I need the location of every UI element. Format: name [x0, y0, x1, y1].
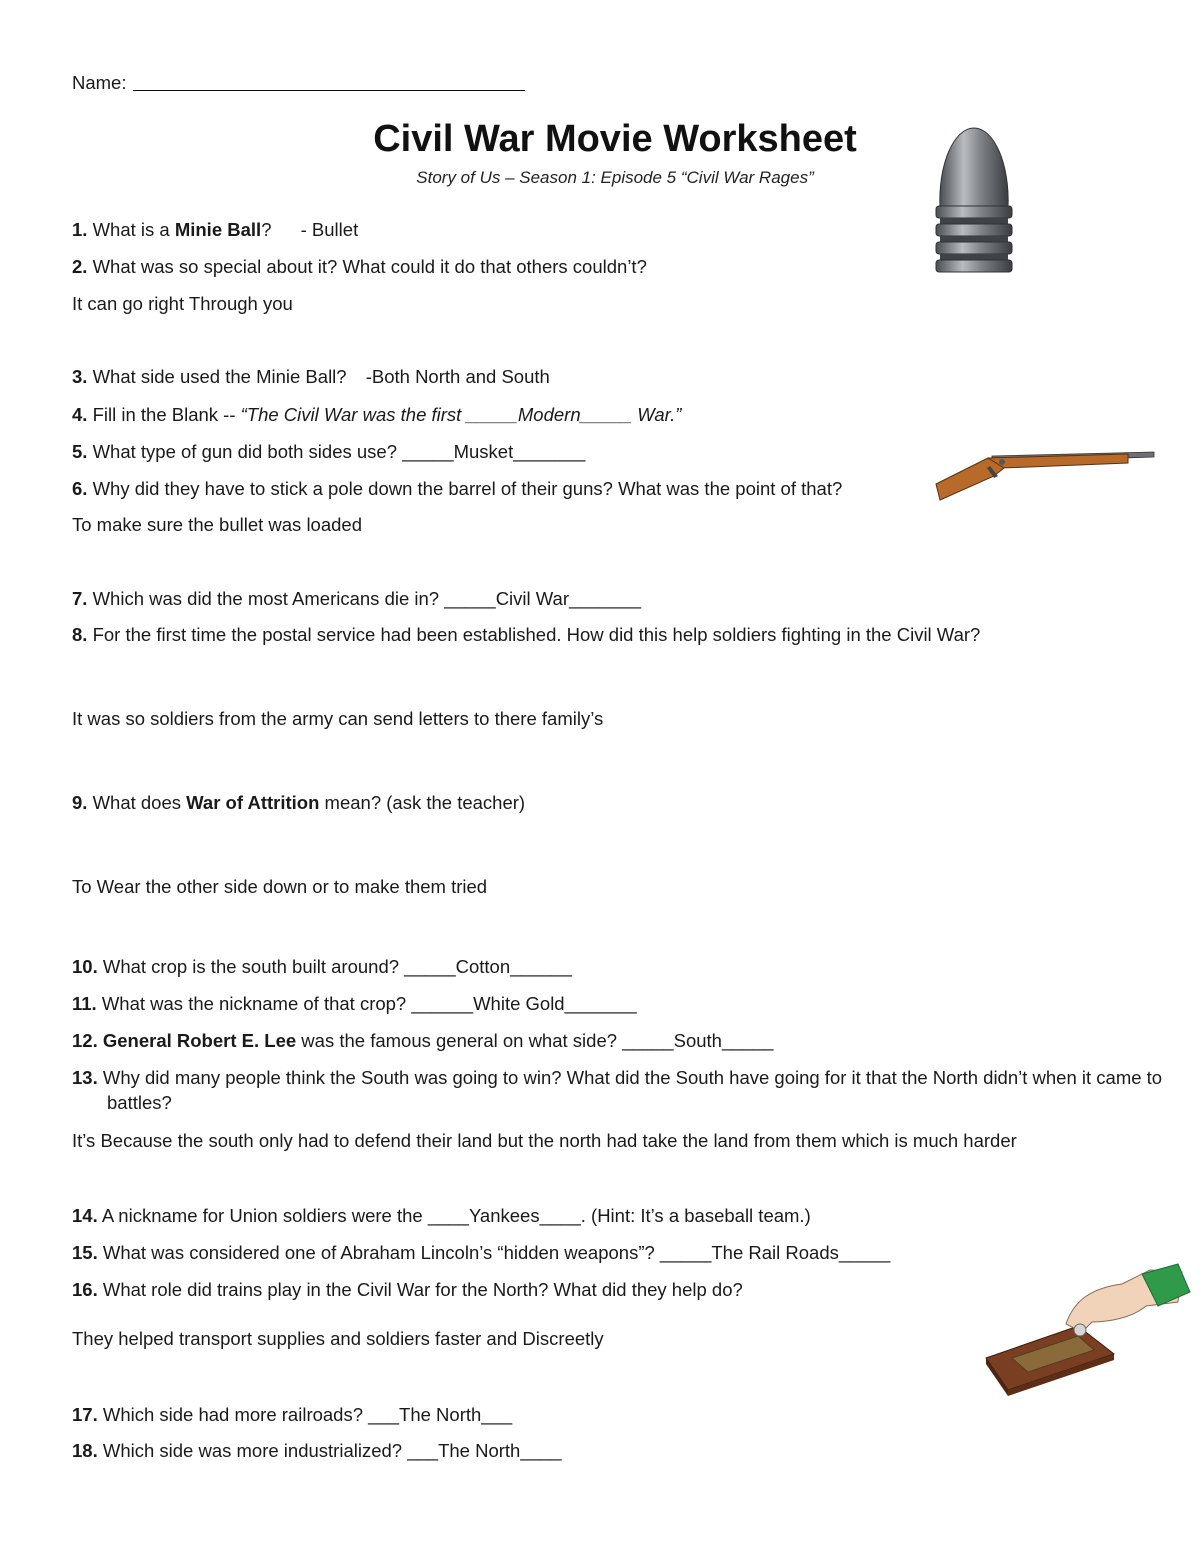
question-3: 3. What side used the Minie Ball? -Both North and South	[72, 366, 550, 387]
name-field[interactable]	[72, 72, 525, 94]
question-14: 14. A nickname for Union soldiers were the ____Yankees____. (Hint: It’s a baseball team.)	[72, 1205, 811, 1226]
answer-18[interactable]: The North	[438, 1440, 521, 1461]
answer-17[interactable]: The North	[399, 1404, 482, 1425]
question-9: 9. What does War of Attrition mean? (ask the teacher)	[72, 792, 526, 813]
question-17: 17. Which side had more railroads? ___The North___	[72, 1404, 513, 1425]
musket-rifle-icon	[932, 446, 1158, 504]
answer-15[interactable]: The Rail Roads	[711, 1242, 839, 1263]
answer-6[interactable]: To make sure the bullet was loaded	[72, 514, 363, 535]
question-12: 12. General Robert E. Lee was the famous general on what side? _____South_____	[72, 1030, 774, 1051]
answer-1[interactable]: - Bullet	[300, 219, 359, 240]
answer-8[interactable]: It was so soldiers from the army can send letters to there family’s	[72, 708, 604, 729]
question-10: 10. What crop is the south built around? _____Cotton______	[72, 956, 572, 977]
answer-10[interactable]: Cotton	[455, 956, 511, 977]
question-6: 6. Why did they have to stick a pole down the barrel of their guns? What was the point of that?	[72, 478, 843, 499]
question-4: 4. Fill in the Blank -- “The Civil War was the first _____Modern_____ War.”	[72, 404, 682, 425]
question-5: 5. What type of gun did both sides use? _____Musket_______	[72, 441, 586, 462]
question-16: 16. What role did trains play in the Civil War for the North? What did they help do?	[72, 1279, 743, 1300]
answer-16[interactable]: They helped transport supplies and soldiers faster and Discreetly	[72, 1328, 604, 1349]
question-2: 2. What was so special about it? What could it do that others couldn’t?	[72, 256, 647, 277]
question-7: 7. Which was did the most Americans die in? _____Civil War_______	[72, 588, 642, 609]
name-blank-line[interactable]	[133, 90, 525, 91]
answer-14[interactable]: Yankees	[468, 1205, 540, 1226]
minie-ball-bullet-icon	[928, 124, 1020, 276]
question-15: 15. What was considered one of Abraham Lincoln’s “hidden weapons”? _____The Rail Roads_____	[72, 1242, 891, 1263]
answer-9[interactable]: To Wear the other side down or to make them tried	[72, 876, 488, 897]
answer-13[interactable]: It’s Because the south only had to defend their land but the north had take the land from them which is much harder	[72, 1130, 1017, 1151]
answer-11[interactable]: White Gold	[473, 993, 565, 1014]
question-18: 18. Which side was more industrialized? ___The North____	[72, 1440, 562, 1461]
question-1: 1. What is a Minie Ball? - Bullet	[72, 219, 359, 240]
answer-5[interactable]: Musket	[453, 441, 514, 462]
answer-3[interactable]: -Both North and South	[365, 366, 550, 387]
question-11: 11. What was the nickname of that crop? ______White Gold_______	[72, 993, 637, 1014]
name-label: Name:	[72, 72, 127, 93]
answer-7[interactable]: Civil War	[495, 588, 569, 609]
telegraph-key-hand-icon	[982, 1262, 1192, 1396]
page-title: Civil War Movie Worksheet	[373, 118, 857, 160]
question-13: 13. Why did many people think the South was going to win? What did the South have going for it that the North didn’t when it came to	[72, 1067, 1163, 1088]
answer-12[interactable]: South	[673, 1030, 722, 1051]
page-subtitle: Story of Us – Season 1: Episode 5 “Civil War Rages”	[416, 168, 814, 187]
question-8: 8. For the first time the postal service had been established. How did this help soldiers fighting in the Civil War?	[72, 624, 981, 645]
answer-4[interactable]: Modern	[517, 404, 581, 425]
question-13-continued: battles?	[107, 1092, 172, 1113]
answer-2[interactable]: It can go right Through you	[72, 293, 293, 314]
